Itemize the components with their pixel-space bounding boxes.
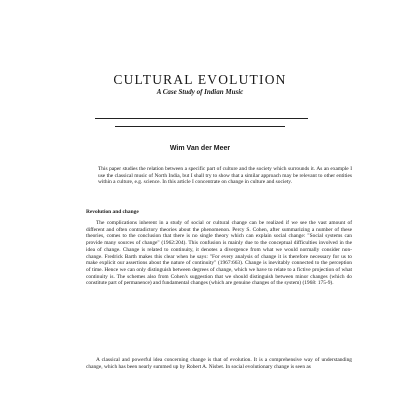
body-paragraph-text: A classical and powerful idea concerning change is that of evolution. It is a comprehensive way of understanding change, which has been nearly summed up by Robert A. Nisbet. In social evolutionary change is seen as xyxy=(86,357,352,370)
article-title: CULTURAL EVOLUTION xyxy=(113,72,287,87)
section-heading: Revolution and change xyxy=(86,209,139,215)
author-name: Wim Van der Meer xyxy=(169,145,231,152)
body-paragraph xyxy=(86,357,352,370)
body-paragraph-text: The complications inherent in a study of social or cultural change can be realized if we see the vast amount of different and often contradictory theories about the phenomenon. Percy S. Cohen, after summarizing a number of these theories, comes to the conclusion that there is no single theory which can explain social change: "Social systems can provide many sources of change" (1962:204). This confusion is mainly due to the conceptual difficulties involved in the idea of change. Change is related to continuity, it denotes a divergence from what we would normally consider non-change. Fredrick Barth makes this clear when he says: "For every analysis of change it is therefore necessary for us to make explicit our assertions about the nature of continuity" (1967:663). Change is inevitably connected to the perception of time. Hence we can only distinguish between degrees of change, which we have to relate to a fictive projection of what continuity is. The schemes also from Cohen's suggestion that we should distinguish between minor changes (which do constitute part of permanence) and fundamental changes (which are genuine changes of the system) (1968: 175-9). xyxy=(86,220,352,287)
title-rule xyxy=(95,118,308,119)
title-rule xyxy=(115,126,285,127)
abstract: This paper studies the relation between a specific part of culture and the society which surrounds it. As an example I use the classical music of North India, but I shall try to show that a similar approach may be relevant to other entities within a culture, e.g. science. In this article I concentrate on change in culture and society. xyxy=(98,166,352,186)
body-paragraph xyxy=(86,220,352,287)
article-subtitle: A Case Study of Indian Music xyxy=(156,88,244,96)
